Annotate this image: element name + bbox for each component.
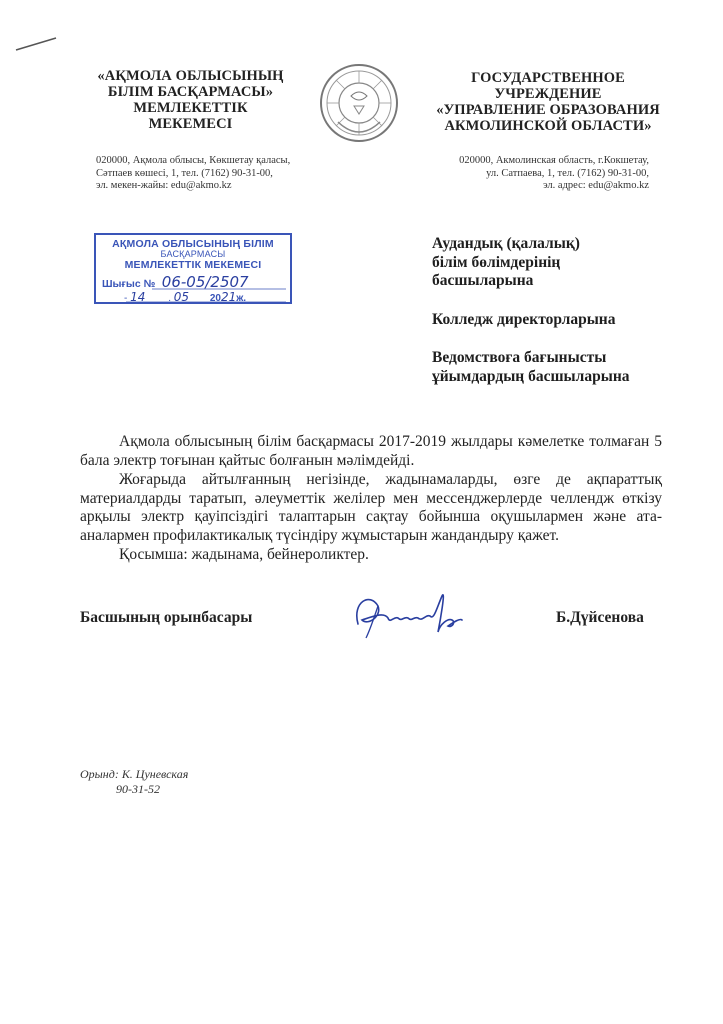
address-line: эл. мекен-жайы: edu@akmo.kz xyxy=(96,180,232,191)
registration-stamp xyxy=(94,233,292,304)
state-emblem-icon xyxy=(318,62,400,144)
executor-phone: 90-31-52 xyxy=(116,782,160,796)
address-line: ул. Сатпаева, 1, тел. (7162) 90-31-00, xyxy=(486,167,649,179)
recipients-block xyxy=(432,235,630,386)
address-line: эл. адрес: edu@akmo.kz xyxy=(543,180,649,191)
stamp-year-prefix: 20 xyxy=(209,293,221,304)
address-line: Сәтпаев көшесі, 1, тел. (7162) 90-31-00, xyxy=(96,167,273,179)
address-line: 020000, Ақмола облысы, Көкшетау қаласы, xyxy=(96,155,291,166)
header-kz-org xyxy=(78,68,303,132)
signer-position: Басшының орынбасары xyxy=(80,609,253,626)
recipient-line: Колледж директорларына xyxy=(432,310,616,328)
stamp-out-label: Шығыс № xyxy=(102,278,156,290)
body-paragraph: Жоғарыда айтылғанның негізінде, жадынамаларды, өзге де ақпараттық материалдарды таратып, әлеуметтік желілер мен мессенджерлерде челлендж өткізу арқылы электр қауіпсіздігі талаптарын сақтау бойынша оқушылармен және ата-аналармен профилактикалық түсіндіру жұмыстарын жандандыру қажет. xyxy=(80,471,662,544)
stamp-year-hand: 21 xyxy=(220,290,237,304)
address-line: 020000, Акмолинская область, г.Кокшетау, xyxy=(459,155,649,166)
stamp-underlines xyxy=(96,235,294,306)
stamp-number: 06-05/2507 xyxy=(161,273,249,291)
header-ru-line: УЧРЕЖДЕНИЕ xyxy=(494,86,602,102)
stamp-year-end: ж. xyxy=(236,293,247,304)
header-kz-address xyxy=(96,155,290,193)
stamp-date-day: 14 xyxy=(130,290,146,304)
stamp-line: АҚМОЛА ОБЛЫСЫНЫҢ БІЛІМ xyxy=(112,238,274,250)
recipient-line: Аудандық (қалалық) xyxy=(432,235,580,252)
recipient-line: Ведомствоға бағынысты xyxy=(432,349,607,366)
stamp-date-dot: . xyxy=(168,293,171,304)
body-paragraph: Қосымша: жадынама, бейнероликтер. xyxy=(119,546,369,563)
stamp-date-month: 05 xyxy=(173,290,190,304)
recipient-line: білім бөлімдерінің xyxy=(432,253,561,271)
header-kz-line: БІЛІМ БАСҚАРМАСЫ» xyxy=(107,84,274,100)
header-ru-line: «УПРАВЛЕНИЕ ОБРАЗОВАНИЯ xyxy=(436,102,660,118)
stamp-line: БАСҚАРМАСЫ xyxy=(160,249,226,259)
stamp-line: МЕМЛЕКЕТТІК МЕКЕМЕСІ xyxy=(124,259,262,271)
header-kz-line: МЕМЛЕКЕТТІК xyxy=(133,100,248,116)
header-ru-address xyxy=(459,155,649,193)
header-ru-org xyxy=(428,70,668,134)
executor-block xyxy=(80,767,188,797)
recipient-line: ұйымдардың басшыларына xyxy=(432,367,630,385)
body-paragraph: Ақмола облысының білім басқармасы 2017-2019 жылдары кәмелетке толмаған 5 бала электр тоғынан қайтыс болғанын мәлімдейді. xyxy=(80,433,662,469)
recipient-line: басшыларына xyxy=(432,272,534,289)
header-kz-line: МЕКЕМЕСІ xyxy=(148,116,233,132)
executor-name: Орынд: К. Цуневская xyxy=(80,767,189,781)
stamp-date-dash: - xyxy=(124,293,128,304)
header-ru-line: АКМОЛИНСКОЙ ОБЛАСТИ» xyxy=(444,118,652,134)
handwritten-signature xyxy=(348,582,466,644)
header-kz-line: «АҚМОЛА ОБЛЫСЫНЫҢ xyxy=(97,68,284,84)
letter-body xyxy=(80,433,662,565)
header-ru-line: ГОСУДАРСТВЕННОЕ xyxy=(471,70,625,86)
scan-mark xyxy=(10,30,60,60)
signer-name: Б.Дүйсенова xyxy=(556,609,644,626)
